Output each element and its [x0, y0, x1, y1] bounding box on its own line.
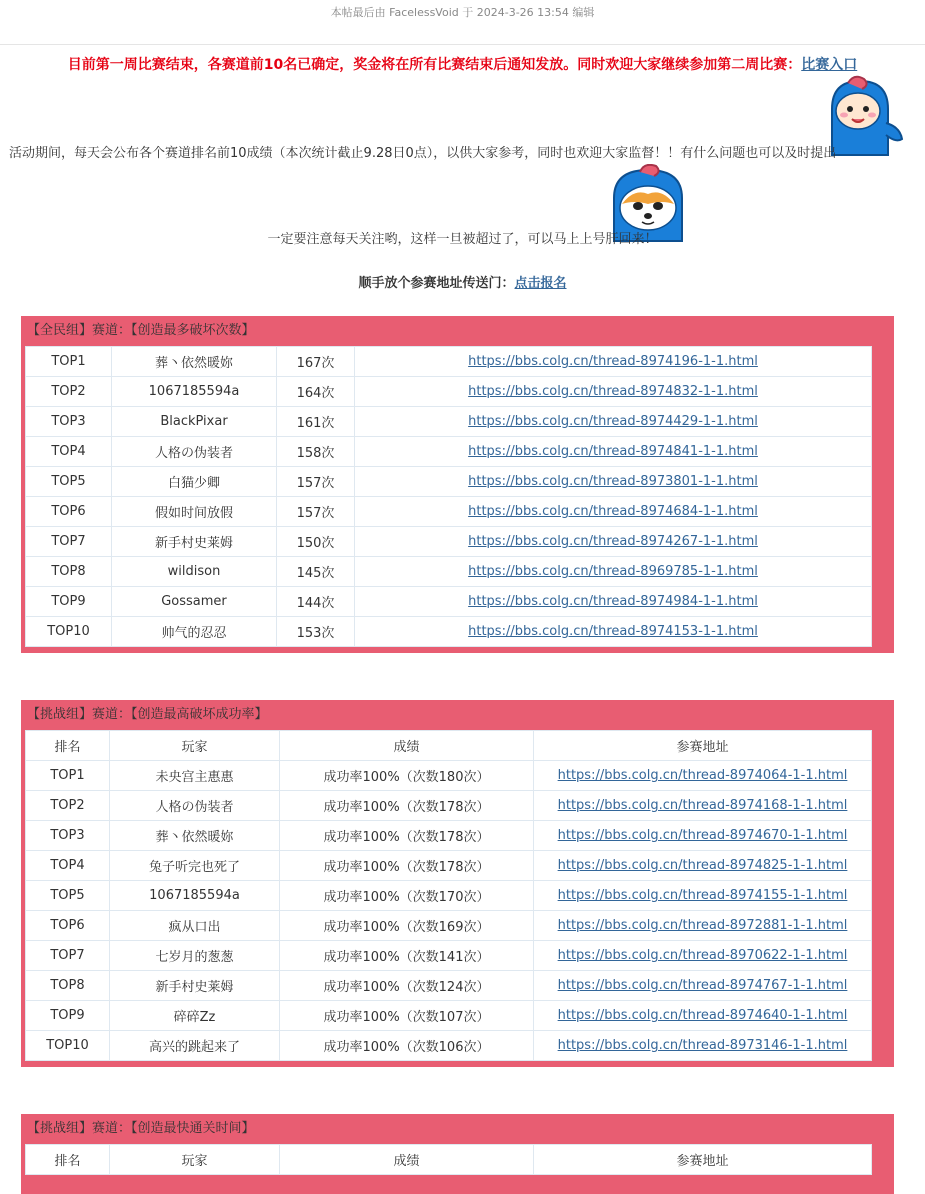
panel-title [25, 316, 872, 346]
score-cell: 成功率100%（次数180次） [280, 761, 534, 791]
ranking-panel-fastest-clear [21, 1114, 894, 1194]
score-cell: 150次 [277, 527, 355, 557]
divider [0, 44, 925, 45]
url-cell [355, 617, 872, 647]
ranking-table [25, 1144, 872, 1175]
url-header: 参赛地址 [534, 731, 872, 761]
thread-link[interactable]: https://bbs.colg.cn/thread-8974429-1-1.html [468, 414, 758, 429]
table-row [26, 557, 872, 587]
player-cell: 高兴的跳起来了 [110, 1031, 280, 1061]
rank-cell: TOP9 [26, 1001, 110, 1031]
rank-cell: TOP6 [26, 497, 112, 527]
score-cell: 157次 [277, 467, 355, 497]
score-cell: 成功率100%（次数124次） [280, 971, 534, 1001]
player-cell: Gossamer [112, 587, 277, 617]
group-label: 【全民组】 [27, 323, 93, 338]
rank-cell: TOP2 [26, 791, 110, 821]
rank-cell: TOP2 [26, 377, 112, 407]
table-row [26, 527, 872, 557]
url-cell [355, 377, 872, 407]
url-cell [355, 347, 872, 377]
table-row [26, 347, 872, 377]
url-cell [534, 941, 872, 971]
table-row [26, 467, 872, 497]
rank-cell: TOP4 [26, 437, 112, 467]
announcement-text: 目前第一周比赛结束，各赛道前10名已确定，奖金将在所有比赛结束后通知发放。同时欢迎大家继续参加第二周比赛： [67, 57, 802, 73]
table-row [26, 881, 872, 911]
score-cell: 成功率100%（次数107次） [280, 1001, 534, 1031]
url-header: 参赛地址 [534, 1145, 872, 1175]
url-cell [534, 851, 872, 881]
player-cell: 碎碎Zz [110, 1001, 280, 1031]
ranking-table [25, 730, 872, 1061]
rank-cell: TOP9 [26, 587, 112, 617]
player-cell: 疯从口出 [110, 911, 280, 941]
track-label: 赛道： [92, 707, 132, 722]
rank-cell: TOP5 [26, 881, 110, 911]
url-cell [534, 821, 872, 851]
table-row [26, 617, 872, 647]
rank-cell: TOP6 [26, 911, 110, 941]
rank-cell: TOP8 [26, 557, 112, 587]
thread-link[interactable]: https://bbs.colg.cn/thread-8974670-1-1.html [557, 828, 848, 843]
table-row [26, 1031, 872, 1061]
thread-link[interactable]: https://bbs.colg.cn/thread-8974064-1-1.html [557, 768, 848, 783]
rank-cell: TOP7 [26, 527, 112, 557]
player-cell: 兔子听完也死了 [110, 851, 280, 881]
announcement [0, 54, 925, 74]
thread-link[interactable]: https://bbs.colg.cn/thread-8974841-1-1.html [468, 444, 758, 459]
table-row [26, 821, 872, 851]
score-cell: 成功率100%（次数170次） [280, 881, 534, 911]
info-line: 活动期间，每天会公布各个赛道排名前10成绩（本次统计截止9.28日0点），以供大家参考，同时也欢迎大家监督！！有什么问题也可以及时提出 [9, 146, 837, 161]
thread-link[interactable]: https://bbs.colg.cn/thread-8974684-1-1.html [468, 504, 758, 519]
player-cell: 未央宫主惠惠 [110, 761, 280, 791]
score-cell: 144次 [277, 587, 355, 617]
player-cell: 葬丶依然暖妳 [110, 821, 280, 851]
score-cell: 成功率100%（次数141次） [280, 941, 534, 971]
thread-link[interactable]: https://bbs.colg.cn/thread-8970622-1-1.html [557, 948, 848, 963]
table-row [26, 761, 872, 791]
player-cell: 1067185594a [110, 881, 280, 911]
score-cell: 成功率100%（次数178次） [280, 851, 534, 881]
thread-link[interactable]: https://bbs.colg.cn/thread-8974153-1-1.html [468, 624, 758, 639]
player-cell: 七岁月的葱葱 [110, 941, 280, 971]
panel-title [25, 700, 872, 730]
rank-header: 排名 [26, 1145, 110, 1175]
rank-cell: TOP5 [26, 467, 112, 497]
track-label: 赛道： [92, 1121, 132, 1136]
url-cell [534, 1031, 872, 1061]
group-label: 【挑战组】 [27, 707, 93, 722]
rank-cell: TOP7 [26, 941, 110, 971]
track-name: 【创造最高破坏成功率】 [131, 707, 268, 722]
rank-cell: TOP1 [26, 347, 112, 377]
player-cell: wildison [112, 557, 277, 587]
player-cell: 葬丶依然暖妳 [112, 347, 277, 377]
score-cell: 158次 [277, 437, 355, 467]
header-row [26, 731, 872, 761]
score-cell: 成功率100%（次数178次） [280, 821, 534, 851]
player-cell: 白猫少卿 [112, 467, 277, 497]
rank-header: 排名 [26, 731, 110, 761]
thread-link[interactable]: https://bbs.colg.cn/thread-8974267-1-1.html [468, 534, 758, 549]
player-cell: 假如时间放假 [112, 497, 277, 527]
table-row [26, 587, 872, 617]
reminder-line: 一定要注意每天关注哟，这样一旦被超过了，可以马上上号肝回来！ [267, 232, 658, 247]
track-label: 赛道： [92, 323, 132, 338]
score-header: 成绩 [280, 1145, 534, 1175]
player-cell: 新手村史莱姆 [110, 971, 280, 1001]
url-cell [534, 1001, 872, 1031]
url-cell [355, 527, 872, 557]
group-label: 【挑战组】 [27, 1121, 93, 1136]
score-cell: 167次 [277, 347, 355, 377]
table-row [26, 971, 872, 1001]
url-cell [355, 497, 872, 527]
score-cell: 成功率100%（次数106次） [280, 1031, 534, 1061]
thread-link[interactable]: https://bbs.colg.cn/thread-8974640-1-1.html [557, 1008, 848, 1023]
player-cell: 人格の伪装者 [112, 437, 277, 467]
url-cell [534, 881, 872, 911]
url-cell [534, 911, 872, 941]
player-cell: 1067185594a [112, 377, 277, 407]
rank-cell: TOP4 [26, 851, 110, 881]
url-cell [355, 587, 872, 617]
url-cell [534, 761, 872, 791]
track-name: 【创造最快通关时间】 [131, 1121, 255, 1136]
signup-line [0, 272, 925, 291]
edit-note: 本帖最后由 FacelessVoid 于 2024-3-26 13:54 编辑 [330, 6, 595, 19]
url-cell [534, 971, 872, 1001]
url-cell [355, 467, 872, 497]
thread-link[interactable]: https://bbs.colg.cn/thread-8974825-1-1.html [557, 858, 848, 873]
thread-link[interactable]: https://bbs.colg.cn/thread-8973146-1-1.html [557, 1038, 848, 1053]
table-row [26, 791, 872, 821]
mascot-waving-sticker [826, 75, 906, 161]
score-cell: 161次 [277, 407, 355, 437]
thread-link[interactable]: https://bbs.colg.cn/thread-8972881-1-1.html [557, 918, 848, 933]
panel-title [25, 1114, 872, 1144]
player-cell: 帅气的忍忍 [112, 617, 277, 647]
player-header: 玩家 [110, 731, 280, 761]
header-row [26, 1145, 872, 1175]
score-cell: 164次 [277, 377, 355, 407]
player-header: 玩家 [110, 1145, 280, 1175]
player-cell: BlackPixar [112, 407, 277, 437]
url-cell [355, 407, 872, 437]
thread-link[interactable]: https://bbs.colg.cn/thread-8969785-1-1.html [468, 564, 758, 579]
url-cell [355, 437, 872, 467]
table-row [26, 437, 872, 467]
score-cell: 145次 [277, 557, 355, 587]
thread-link[interactable]: https://bbs.colg.cn/thread-8974767-1-1.html [557, 978, 848, 993]
url-cell [355, 557, 872, 587]
signup-text: 顺手放个参赛地址传送门： [358, 276, 515, 291]
table-row [26, 851, 872, 881]
thread-link[interactable]: https://bbs.colg.cn/thread-8974196-1-1.html [468, 354, 758, 369]
ranking-panel-success-rate [21, 700, 894, 1067]
player-cell: 新手村史莱姆 [112, 527, 277, 557]
score-cell: 成功率100%（次数169次） [280, 911, 534, 941]
table-row [26, 911, 872, 941]
rank-cell: TOP1 [26, 761, 110, 791]
rank-cell: TOP3 [26, 407, 112, 437]
ranking-panel-most-breaks [21, 316, 894, 653]
rank-cell: TOP8 [26, 971, 110, 1001]
player-cell: 人格の伪装者 [110, 791, 280, 821]
rank-cell: TOP10 [26, 1031, 110, 1061]
table-row [26, 377, 872, 407]
rank-cell: TOP3 [26, 821, 110, 851]
signup-link[interactable]: 点击报名 [514, 276, 567, 291]
table-row [26, 407, 872, 437]
thread-link[interactable]: https://bbs.colg.cn/thread-8974168-1-1.html [557, 798, 848, 813]
thread-link[interactable]: https://bbs.colg.cn/thread-8974155-1-1.html [557, 888, 848, 903]
score-cell: 成功率100%（次数178次） [280, 791, 534, 821]
score-cell: 157次 [277, 497, 355, 527]
score-header: 成绩 [280, 731, 534, 761]
thread-link[interactable]: https://bbs.colg.cn/thread-8974984-1-1.html [468, 594, 758, 609]
thread-link[interactable]: https://bbs.colg.cn/thread-8973801-1-1.html [468, 474, 758, 489]
rank-cell: TOP10 [26, 617, 112, 647]
contest-entry-link[interactable]: 比赛入口 [801, 57, 858, 73]
url-cell [534, 791, 872, 821]
table-row [26, 941, 872, 971]
ranking-table [25, 346, 872, 647]
table-row [26, 1001, 872, 1031]
track-name: 【创造最多破坏次数】 [131, 323, 255, 338]
thread-link[interactable]: https://bbs.colg.cn/thread-8974832-1-1.html [468, 384, 758, 399]
table-row [26, 497, 872, 527]
score-cell: 153次 [277, 617, 355, 647]
